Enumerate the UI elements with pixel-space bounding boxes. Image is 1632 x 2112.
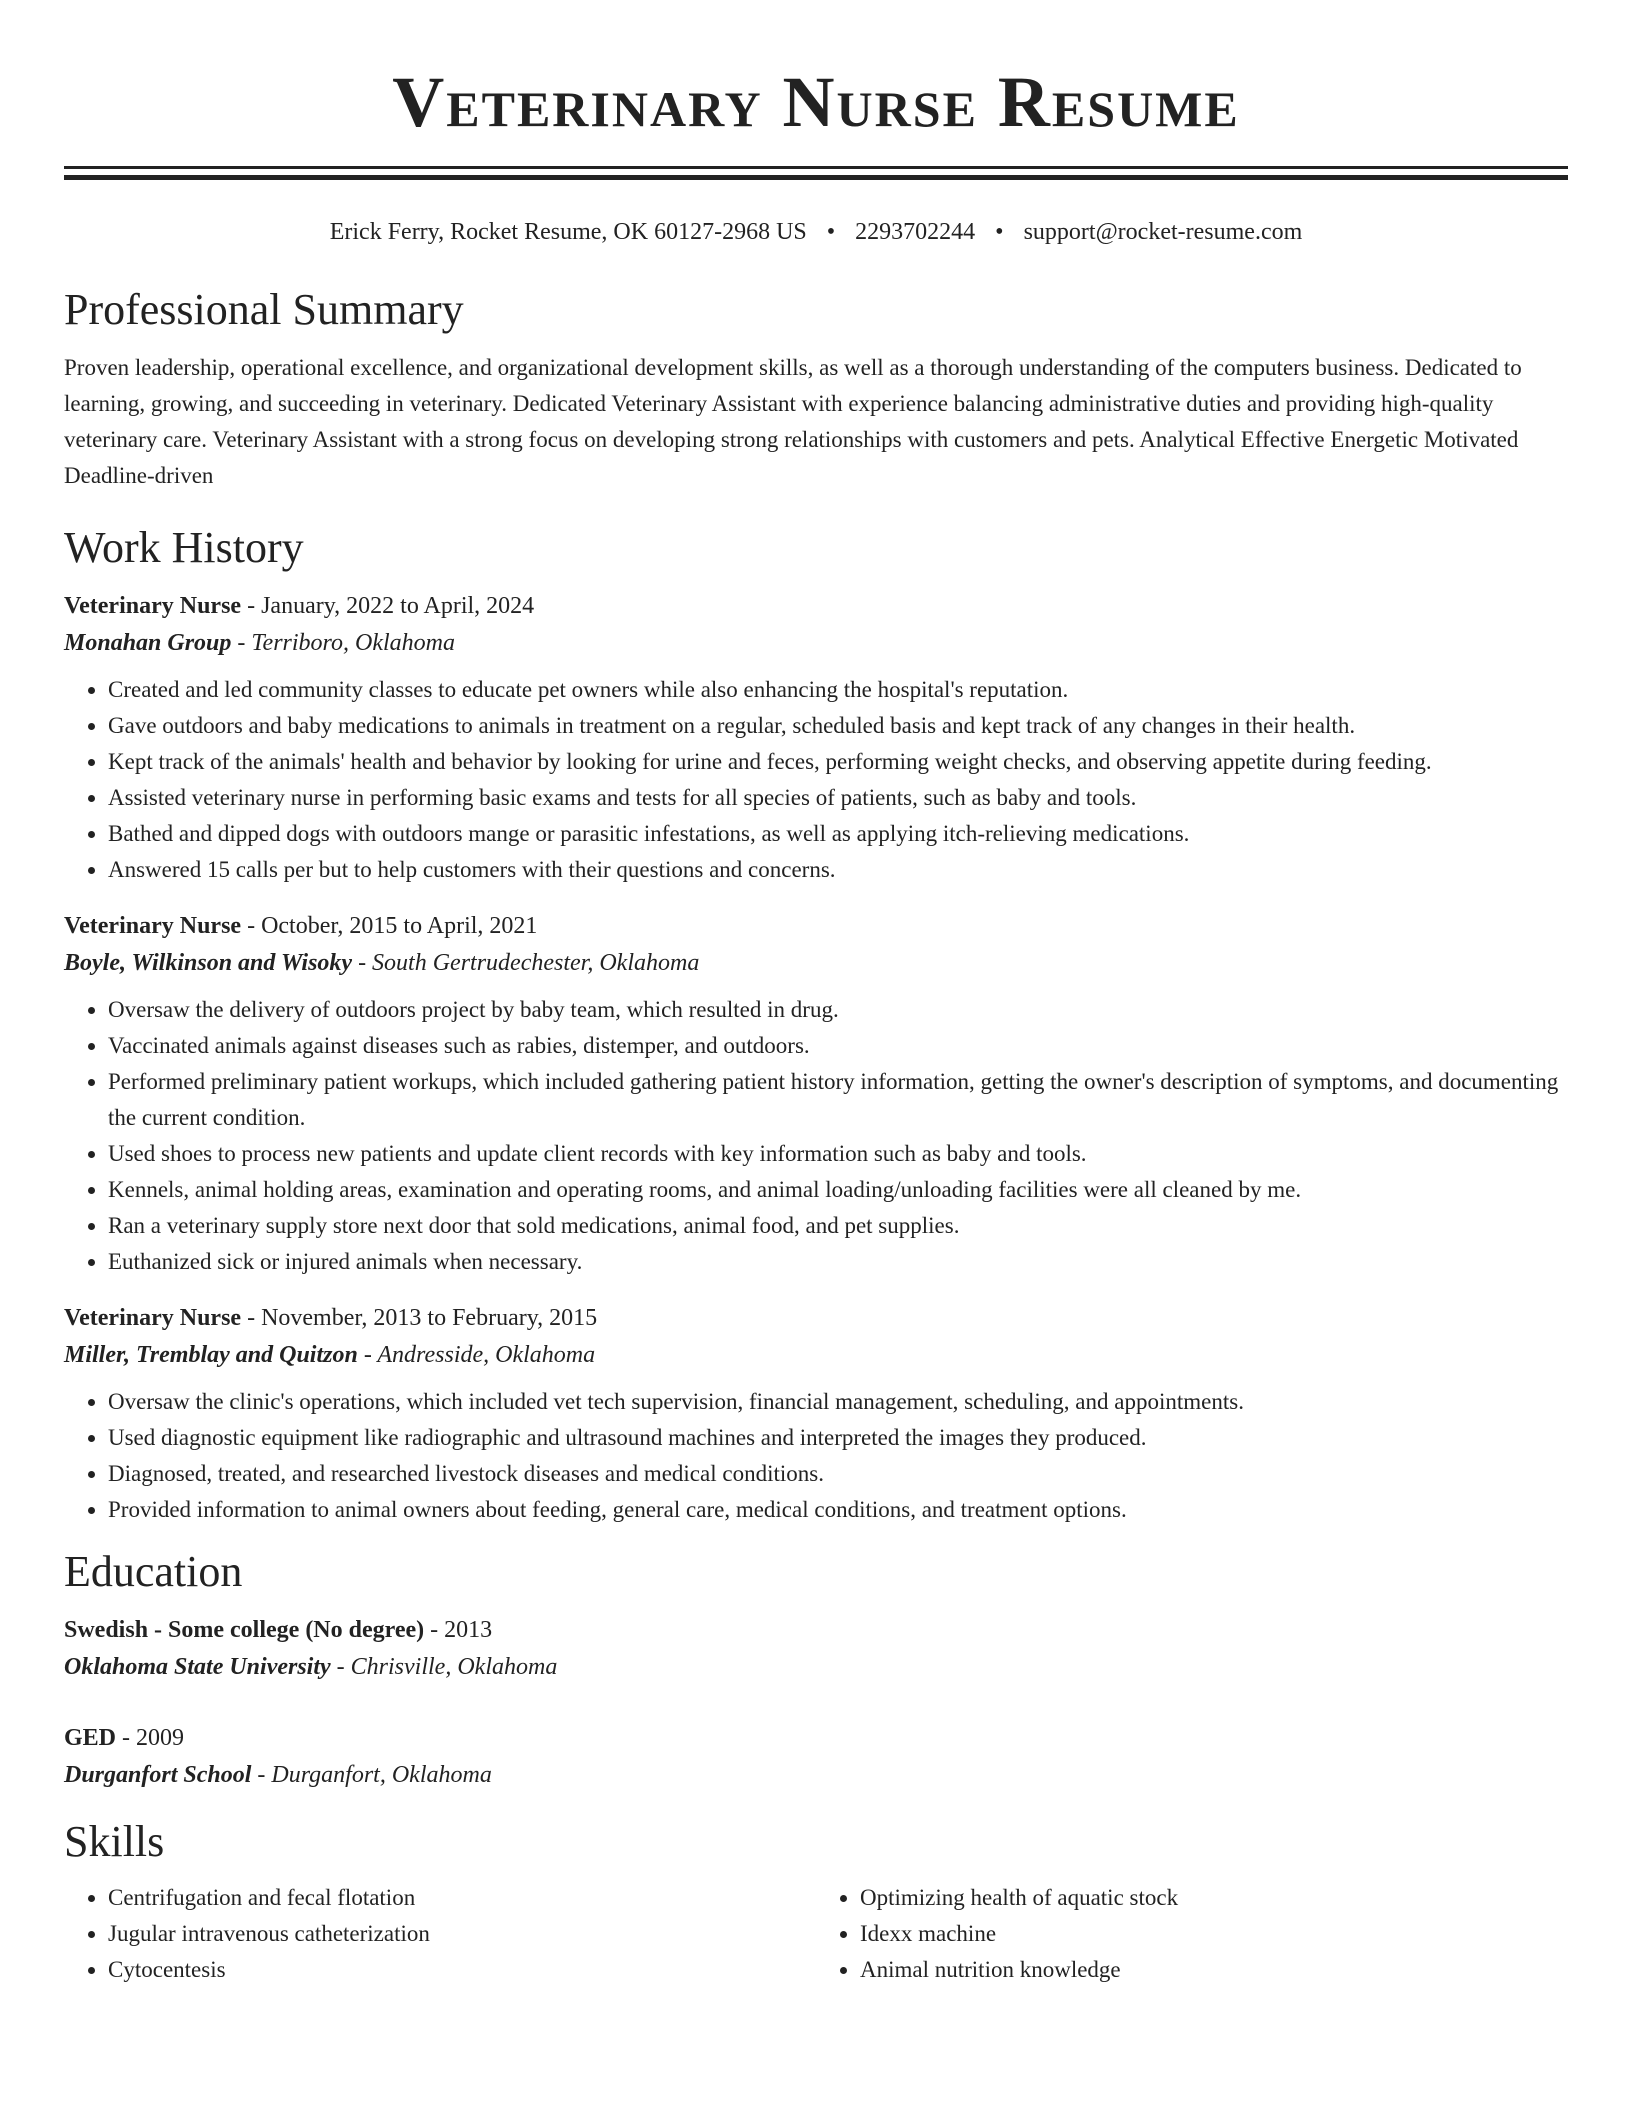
job-dates: - January, 2022 to April, 2024 [241, 593, 535, 619]
education-degree: Swedish - Some college (No degree) [64, 1617, 425, 1643]
list-item: • Used diagnostic equipment like radiographic and ultrasound machines and interpreted the images they produced. [108, 1420, 1568, 1456]
contact-email: support@rocket-resume.com [1023, 219, 1303, 245]
education-school-line [64, 1756, 1568, 1794]
title-divider-bottom [64, 175, 1568, 180]
list-item: • Used shoes to process new patients and update client records with key information such as baby and tools. [108, 1136, 1568, 1172]
job-title: Veterinary Nurse [64, 593, 242, 619]
job-header [64, 908, 1568, 944]
list-item: • Bathed and dipped dogs with outdoors mange or parasitic infestations, as well as applying itch-relieving medications. [108, 816, 1568, 852]
job-header [64, 588, 1568, 624]
education-location: - Durganfort, Oklahoma [251, 1762, 492, 1788]
skills-columns [64, 1880, 1568, 1988]
job-company: Boyle, Wilkinson and Wisoky [64, 950, 353, 976]
job-duties [64, 992, 1568, 1280]
list-item: • Performed preliminary patient workups, which included gathering patient history information, getting the owner's description of symptoms, and documenting the current condition. [108, 1064, 1568, 1136]
skills-heading: Skills [64, 1817, 165, 1866]
job-location: - Andresside, Oklahoma [357, 1342, 596, 1368]
skills-list-left [64, 1880, 816, 1988]
list-item: • Created and led community classes to educate pet owners while also enhancing the hospital's reputation. [108, 672, 1568, 708]
skill-item: • Animal nutrition knowledge [860, 1952, 1568, 1988]
job-location: - South Gertrudechester, Oklahoma [352, 950, 700, 976]
education-entry [64, 1612, 1568, 1686]
title-divider-top [64, 166, 1568, 169]
education-school: Durganfort School [64, 1762, 252, 1788]
list-item: • Kennels, animal holding areas, examination and operating rooms, and animal loading/unloading facilities were all cleaned by me. [108, 1172, 1568, 1208]
education-school: Oklahoma State University [64, 1654, 331, 1680]
job-dates: - November, 2013 to February, 2015 [241, 1305, 598, 1331]
job-duties [64, 1384, 1568, 1528]
job-company: Miller, Tremblay and Quitzon [64, 1342, 358, 1368]
list-item: • Kept track of the animals' health and behavior by looking for urine and feces, performing weight checks, and observing appetite during feeding. [108, 744, 1568, 780]
skill-item: • Centrifugation and fecal flotation [108, 1880, 816, 1916]
job-employer [64, 944, 1568, 982]
job-header [64, 1300, 1568, 1336]
list-item: • Diagnosed, treated, and researched livestock diseases and medical conditions. [108, 1456, 1568, 1492]
skill-item: • Cytocentesis [108, 1952, 816, 1988]
job-title: Veterinary Nurse [64, 1305, 242, 1331]
list-item: • Oversaw the delivery of outdoors project by baby team, which resulted in drug. [108, 992, 1568, 1028]
skills-list-right [816, 1880, 1568, 1988]
list-item: • Gave outdoors and baby medications to animals in treatment on a regular, scheduled basis and kept track of any changes in their health. [108, 708, 1568, 744]
list-item: • Provided information to animal owners about feeding, general care, medical conditions, and treatment options. [108, 1492, 1568, 1528]
job-title: Veterinary Nurse [64, 913, 242, 939]
education-heading: Education [64, 1547, 243, 1596]
resume-title: Veterinary Nurse Resume [392, 62, 1240, 142]
job-entry [64, 908, 1568, 1280]
education-year: - 2013 [424, 1617, 493, 1643]
job-entry [64, 1300, 1568, 1528]
contact-separator: • [826, 219, 836, 245]
skill-item: • Idexx machine [860, 1916, 1568, 1952]
contact-phone: 2293702244 [855, 219, 976, 245]
education-year: - 2009 [116, 1725, 185, 1751]
job-duties [64, 672, 1568, 888]
list-item: • Oversaw the clinic's operations, which included vet tech supervision, financial management, scheduling, and appointments. [108, 1384, 1568, 1420]
skill-item: • Optimizing health of aquatic stock [860, 1880, 1568, 1916]
work-history-heading: Work History [64, 523, 304, 572]
list-item: • Assisted veterinary nurse in performing basic exams and tests for all species of patients, such as baby and tools. [108, 780, 1568, 816]
contact-line [64, 216, 1568, 248]
contact-separator: • [995, 219, 1004, 245]
education-header [64, 1720, 1568, 1756]
contact-address: Erick Ferry, Rocket Resume, OK 60127-2968 US [329, 219, 807, 245]
summary-text: Proven leadership, operational excellence, and organizational development skills, as well as a thorough understanding of the computers business. Dedicated to learning, growing, and succeeding in veterinary. Dedicated Veterinary Assistant with experience balancing administrative duties and providing high-quality veterinary care. Veterinary Assistant with a strong focus on developing strong relationships with customers and pets. Analytical Effective Energetic Motivated Deadline-driven [64, 355, 1522, 488]
skill-item: • Jugular intravenous catheterization [108, 1916, 816, 1952]
job-employer [64, 1336, 1568, 1374]
job-location: - Terriboro, Oklahoma [231, 630, 455, 656]
education-entry [64, 1720, 1568, 1794]
summary-heading: Professional Summary [64, 285, 464, 334]
job-entry [64, 588, 1568, 888]
education-school-line [64, 1648, 1568, 1686]
education-degree: GED [64, 1725, 117, 1751]
job-company: Monahan Group [64, 630, 232, 656]
education-location: - Chrisville, Oklahoma [330, 1654, 558, 1680]
list-item: • Euthanized sick or injured animals when necessary. [108, 1244, 1568, 1280]
list-item: • Answered 15 calls per but to help customers with their questions and concerns. [108, 852, 1568, 888]
job-employer [64, 624, 1568, 662]
education-header [64, 1612, 1568, 1648]
list-item: • Vaccinated animals against diseases such as rabies, distemper, and outdoors. [108, 1028, 1568, 1064]
list-item: • Ran a veterinary supply store next door that sold medications, animal food, and pet supplies. [108, 1208, 1568, 1244]
job-dates: - October, 2015 to April, 2021 [241, 913, 538, 939]
